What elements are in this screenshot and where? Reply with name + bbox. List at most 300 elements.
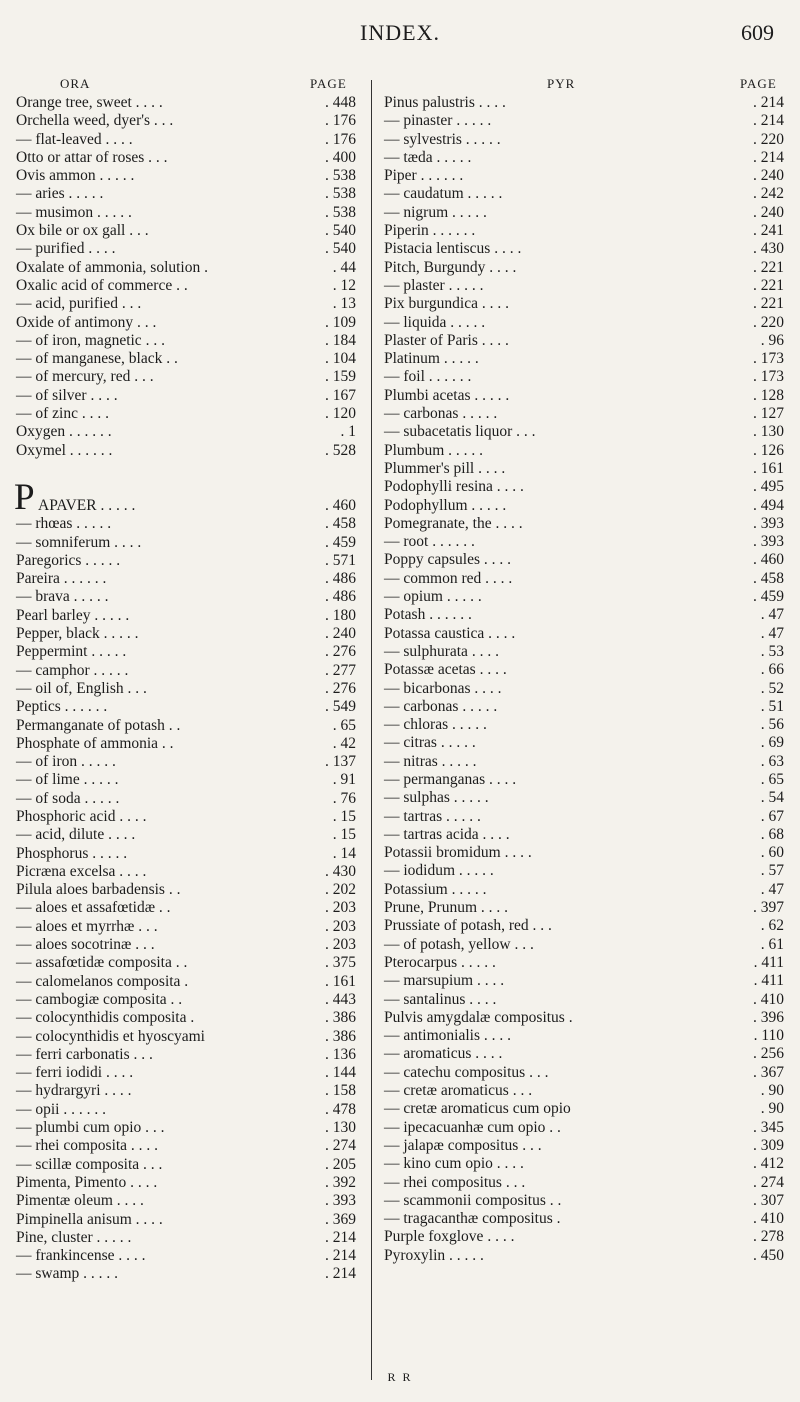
entry-term: — subacetatis liquor . . . (384, 423, 536, 441)
entry-page-number: . 397 (753, 899, 784, 917)
entry-term: Orchella weed, dyer's . . . (16, 112, 174, 130)
entry-term: — common red . . . . (384, 569, 513, 587)
index-entry (16, 94, 356, 112)
index-entry (16, 259, 356, 277)
left-column (16, 94, 356, 1284)
index-entry (16, 534, 356, 552)
entry-term: Ox bile or ox gall . . . (16, 222, 149, 240)
entry-page-number: . 393 (753, 514, 784, 532)
index-entry (16, 1229, 356, 1247)
index-entry (384, 716, 784, 734)
entry-term: — tartras . . . . . (384, 807, 481, 825)
index-entry (384, 753, 784, 771)
index-entry (16, 845, 356, 863)
entry-page-number: . 47 (760, 880, 784, 898)
index-entry (16, 222, 356, 240)
entry-page-number: . 393 (325, 1192, 356, 1210)
index-entry (384, 1192, 784, 1210)
drop-cap-letter: P (14, 476, 35, 518)
entry-page-number: . 460 (753, 551, 784, 569)
entry-page-number: . 120 (325, 405, 356, 423)
entry-term: Paregorics . . . . . (16, 551, 121, 569)
index-entry (16, 314, 356, 332)
entry-page-number: . 60 (760, 844, 784, 862)
index-entry (16, 1247, 356, 1265)
entry-term: Oxide of antimony . . . (16, 313, 157, 331)
entry-page-number: . 412 (753, 1155, 784, 1173)
index-entry (384, 698, 784, 716)
right-column-label: PYR (547, 76, 576, 91)
entry-page-number: . 538 (325, 185, 356, 203)
entry-page-number: . 459 (753, 588, 784, 606)
index-entry (384, 478, 784, 496)
entry-term: — aries . . . . . (16, 185, 104, 203)
entry-page-number: . 52 (760, 679, 784, 697)
entry-term: — chloras . . . . . (384, 716, 487, 734)
entry-term: Plumbi acetas . . . . . (384, 386, 510, 404)
entry-page-number: . 1 (340, 423, 356, 441)
entry-term: — camphor . . . . . (16, 661, 129, 679)
entry-page-number: . 15 (332, 826, 356, 844)
entry-page-number: . 63 (760, 752, 784, 770)
index-entry (384, 533, 784, 551)
index-entry (16, 625, 356, 643)
entry-term: Ovis ammon . . . . . (16, 167, 135, 185)
entry-term: — sulphas . . . . . (384, 789, 489, 807)
index-entry (384, 314, 784, 332)
index-entry (384, 222, 784, 240)
entry-page-number: . 51 (760, 697, 784, 715)
entry-page-number: . 528 (325, 441, 356, 459)
index-entry (16, 1082, 356, 1100)
index-entry (384, 295, 784, 313)
page-number: 609 (741, 20, 774, 45)
entry-page-number: . 180 (325, 606, 356, 624)
entry-page-number: . 411 (753, 972, 784, 990)
entry-page-number: . 68 (760, 825, 784, 843)
entry-term: Potassium . . . . . (384, 880, 487, 898)
entry-term: — opium . . . . . (384, 588, 482, 606)
entry-page-number: . 274 (753, 1173, 784, 1191)
entry-page-number: . 53 (760, 642, 784, 660)
entry-term: Pterocarpus . . . . . (384, 953, 496, 971)
entry-page-number: . 240 (325, 625, 356, 643)
entry-term: — pinaster . . . . . (384, 112, 492, 130)
index-entry (384, 936, 784, 954)
entry-term: — sylvestris . . . . . (384, 130, 501, 148)
index-entry (16, 698, 356, 716)
index-entry (384, 1119, 784, 1137)
entry-term: — aloes et assafœtidæ . . (16, 899, 171, 917)
entry-page-number: . 173 (753, 350, 784, 368)
entry-page-number: . 96 (760, 331, 784, 349)
entry-page-number: . 276 (325, 643, 356, 661)
index-entry (16, 899, 356, 917)
entry-page-number: . 540 (325, 240, 356, 258)
entry-page-number: . 540 (325, 222, 356, 240)
index-entry (384, 94, 784, 112)
entry-term: — of iron, magnetic . . . (16, 331, 165, 349)
index-entry (384, 771, 784, 789)
entry-term: — plumbi cum opio . . . (16, 1119, 165, 1137)
entry-term: — of soda . . . . . (16, 789, 120, 807)
entry-term: — colocynthidis et hyoscyami (16, 1027, 205, 1045)
entry-page-number: . 410 (753, 990, 784, 1008)
entry-page-number: . 220 (753, 313, 784, 331)
entry-page-number: . 67 (760, 807, 784, 825)
entry-term: Pimenta, Pimento . . . . (16, 1173, 158, 1191)
entry-term: Prussiate of potash, red . . . (384, 917, 552, 935)
entry-page-number: . 307 (753, 1191, 784, 1209)
index-entry (384, 606, 784, 624)
entry-term: — aloes et myrrhæ . . . (16, 917, 158, 935)
index-entry (16, 607, 356, 625)
entry-page-number: . 443 (325, 990, 356, 1008)
entry-term: — of potash, yellow . . . (384, 935, 534, 953)
entry-page-number: . 42 (332, 734, 356, 752)
index-entry (384, 1228, 784, 1246)
entry-page-number: . 276 (325, 679, 356, 697)
index-entry (384, 680, 784, 698)
index-entry (384, 497, 784, 515)
index-entry (384, 643, 784, 661)
index-entry (16, 717, 356, 735)
entry-term: — carbonas . . . . . (384, 405, 498, 423)
entry-page-number: . 309 (753, 1136, 784, 1154)
entry-term: — tæda . . . . . (384, 148, 472, 166)
entry-term: — foil . . . . . . (384, 368, 472, 386)
entry-term: — hydrargyri . . . . (16, 1082, 132, 1100)
entry-term: — santalinus . . . . (384, 990, 497, 1008)
entry-page-number: . 494 (753, 496, 784, 514)
entry-page-number: . 495 (753, 478, 784, 496)
entry-term: Podophylli resina . . . . (384, 478, 524, 496)
entry-page-number: . 410 (753, 1210, 784, 1228)
entry-page-number: . 274 (325, 1137, 356, 1155)
entry-term: — flat-leaved . . . . (16, 130, 133, 148)
entry-term: Pyroxylin . . . . . (384, 1246, 484, 1264)
index-entry (384, 551, 784, 569)
index-entry (16, 753, 356, 771)
entry-term: — kino cum opio . . . . (384, 1155, 524, 1173)
entry-term: Pulvis amygdalæ compositus . (384, 1008, 573, 1026)
entry-page-number: . 61 (760, 935, 784, 953)
entry-page-number: . 214 (325, 1247, 356, 1265)
index-entry (384, 1082, 784, 1100)
entry-term: Pix burgundica . . . . (384, 295, 509, 313)
entry-page-number: . 460 (325, 496, 356, 514)
index-entry (384, 515, 784, 533)
entry-page-number: . 277 (325, 661, 356, 679)
index-entry (384, 112, 784, 130)
entry-page-number: . 90 (760, 1082, 784, 1100)
entry-term: Piper . . . . . . (384, 167, 464, 185)
entry-page-number: . 430 (325, 862, 356, 880)
index-entry (384, 917, 784, 935)
index-entry (384, 570, 784, 588)
entry-page-number: . 214 (325, 1228, 356, 1246)
entry-term: — calomelanos composita . (16, 972, 189, 990)
index-entry (16, 387, 356, 405)
index-entry (384, 661, 784, 679)
index-entry (16, 131, 356, 149)
entry-page-number: . 400 (325, 148, 356, 166)
entry-page-number: . 203 (325, 917, 356, 935)
entry-term: — sulphurata . . . . (384, 642, 499, 660)
entry-page-number: . 386 (325, 1027, 356, 1045)
entry-term: — of manganese, black . . (16, 350, 178, 368)
entry-term: — scillæ composita . . . (16, 1155, 163, 1173)
index-entry (16, 771, 356, 789)
left-column-label: ORA (60, 76, 91, 91)
entry-term: — oil of, English . . . (16, 679, 147, 697)
index-entry (16, 1064, 356, 1082)
entry-page-number: . 66 (760, 661, 784, 679)
index-entry (384, 844, 784, 862)
entry-page-number: . 44 (332, 258, 356, 276)
index-entry (384, 899, 784, 917)
entry-term: Potassa caustica . . . . (384, 624, 516, 642)
entry-page-number: . 486 (325, 570, 356, 588)
entry-term: — of zinc . . . . (16, 405, 109, 423)
entry-page-number: . 14 (332, 844, 356, 862)
entry-page-number: . 221 (753, 258, 784, 276)
entry-term: — rhei composita . . . . (16, 1137, 159, 1155)
entry-page-number: . 240 (753, 203, 784, 221)
entry-page-number: . 136 (325, 1045, 356, 1063)
entry-page-number: . 167 (325, 386, 356, 404)
entry-page-number: . 110 (753, 1027, 784, 1045)
entry-term: — nigrum . . . . . (384, 203, 487, 221)
entry-term: Pepper, black . . . . . (16, 625, 139, 643)
entry-page-number: . 450 (753, 1246, 784, 1264)
index-entry (384, 808, 784, 826)
index-entry (384, 185, 784, 203)
entry-page-number: . 486 (325, 588, 356, 606)
entry-term: — rhei compositus . . . (384, 1173, 526, 1191)
index-entry (384, 1210, 784, 1228)
signature-mark: R R (387, 1370, 413, 1384)
entry-page-number: . 458 (325, 515, 356, 533)
entry-page-number: . 65 (760, 770, 784, 788)
index-entry (16, 405, 356, 423)
entry-term: Pinus palustris . . . . (384, 94, 506, 111)
index-entry (16, 735, 356, 753)
index-entry (384, 259, 784, 277)
entry-page-number: . 176 (325, 130, 356, 148)
index-entry (384, 368, 784, 386)
entry-term: — cretæ aromaticus . . . (384, 1082, 533, 1100)
entry-term: — of lime . . . . . (16, 771, 119, 789)
index-entry (16, 643, 356, 661)
entry-term: — acid, dilute . . . . (16, 826, 136, 844)
entry-page-number: . 109 (325, 313, 356, 331)
index-entry (16, 442, 356, 460)
index-entry (384, 588, 784, 606)
entry-term: Pimpinella anisum . . . . (16, 1210, 163, 1228)
entry-page-number: . 202 (325, 881, 356, 899)
entry-term: — carbonas . . . . . (384, 697, 498, 715)
entry-term: Platinum . . . . . (384, 350, 479, 368)
entry-term: Pitch, Burgundy . . . . (384, 258, 517, 276)
index-entry (16, 790, 356, 808)
entry-page-number: . 54 (760, 789, 784, 807)
entry-term: Plummer's pill . . . . (384, 459, 506, 477)
index-entry (384, 405, 784, 423)
entry-term: Oxygen . . . . . . (16, 423, 112, 441)
entry-term: Phosphorus . . . . . (16, 844, 128, 862)
entry-term: — musimon . . . . . (16, 203, 132, 221)
entry-term: Peppermint . . . . . (16, 643, 127, 661)
page-header (0, 20, 800, 50)
index-entry (384, 204, 784, 222)
entry-page-number: . 161 (753, 459, 784, 477)
entry-page-number: . 345 (753, 1118, 784, 1136)
entry-term: — antimonialis . . . . (384, 1027, 512, 1045)
entry-page-number: . 127 (753, 405, 784, 423)
entry-term: — aloes socotrinæ . . . (16, 936, 155, 954)
entry-term: — marsupium . . . . (384, 972, 505, 990)
entry-page-number: . 144 (325, 1064, 356, 1082)
index-entry (384, 1100, 784, 1118)
entry-page-number: . 56 (760, 716, 784, 734)
index-entry (16, 185, 356, 203)
entry-page-number: . 176 (325, 112, 356, 130)
entry-page-number: . 241 (753, 222, 784, 240)
index-entry (16, 1101, 356, 1119)
entry-page-number: . 538 (325, 203, 356, 221)
index-entry (384, 350, 784, 368)
entry-term: — root . . . . . . (384, 533, 475, 551)
index-entry (384, 460, 784, 478)
index-entry (384, 1064, 784, 1082)
entry-term: P APAVER . . . . . (14, 476, 136, 518)
index-entry (16, 112, 356, 130)
index-entry (16, 277, 356, 295)
entry-term: Potassii bromidum . . . . (384, 844, 532, 862)
right-column (384, 94, 784, 1265)
entry-term: — cambogiæ composita . . (16, 990, 183, 1008)
entry-term: — rhœas . . . . . (16, 515, 112, 533)
index-entry (16, 1137, 356, 1155)
entry-page-number: . 128 (753, 386, 784, 404)
index-entry (16, 991, 356, 1009)
entry-term: — of silver . . . . (16, 386, 118, 404)
index-entry (16, 1119, 356, 1137)
entry-page-number: . 57 (760, 862, 784, 880)
entry-term: Pomegranate, the . . . . (384, 514, 523, 532)
entry-page-number: . 459 (325, 533, 356, 551)
index-entry (16, 918, 356, 936)
entry-term: — purified . . . . (16, 240, 116, 258)
entry-page-number: . 47 (760, 624, 784, 642)
entry-term: — nitras . . . . . (384, 752, 477, 770)
entry-term: Picræna excelsa . . . . (16, 862, 147, 880)
index-entry (16, 350, 356, 368)
entry-page-number: . 69 (760, 734, 784, 752)
index-entry (16, 954, 356, 972)
index-entry (384, 972, 784, 990)
entry-page-number: . 203 (325, 899, 356, 917)
entry-page-number: . 130 (753, 423, 784, 441)
entry-term: Plumbum . . . . . (384, 441, 484, 459)
index-entry (16, 1174, 356, 1192)
entry-page-number: . 90 (760, 1100, 784, 1118)
index-entry (384, 881, 784, 899)
entry-term: Piperin . . . . . . (384, 222, 476, 240)
entry-page-number: . 130 (325, 1119, 356, 1137)
entry-term: Permanganate of potash . . (16, 716, 181, 734)
index-entry (16, 1265, 356, 1283)
index-entry (384, 442, 784, 460)
entry-page-number: . 47 (760, 606, 784, 624)
entry-term: — colocynthidis composita . (16, 1009, 195, 1027)
entry-term: Pimentæ oleum . . . . (16, 1192, 144, 1210)
index-entry (384, 862, 784, 880)
entry-page-number: . 478 (325, 1100, 356, 1118)
entry-page-number: . 220 (753, 130, 784, 148)
entry-page-number: . 214 (325, 1265, 356, 1283)
entry-page-number: . 396 (753, 1008, 784, 1026)
entry-page-number: . 158 (325, 1082, 356, 1100)
entry-term: Phosphoric acid . . . . (16, 807, 147, 825)
index-entry (384, 625, 784, 643)
entry-page-number: . 91 (332, 771, 356, 789)
entry-term: Plaster of Paris . . . . (384, 331, 509, 349)
entry-term: — frankincense . . . . (16, 1247, 146, 1265)
index-entry (16, 368, 356, 386)
entry-page-number: . 65 (332, 716, 356, 734)
entry-page-number: . 214 (753, 94, 784, 111)
entry-term: — brava . . . . . (16, 588, 109, 606)
entry-page-number: . 137 (325, 753, 356, 771)
entry-term: Oxalic acid of commerce . . (16, 276, 188, 294)
index-entry (384, 1247, 784, 1265)
entry-term: Pareira . . . . . . (16, 570, 107, 588)
entry-page-number: . 221 (753, 276, 784, 294)
entry-page-number: . 458 (753, 569, 784, 587)
left-page-label: PAGE (310, 76, 347, 91)
index-entry (16, 332, 356, 350)
entry-page-number: . 367 (753, 1063, 784, 1081)
index-entry (16, 588, 356, 606)
entry-term: — aromaticus . . . . (384, 1045, 503, 1063)
entry-term: — permanganas . . . . (384, 770, 517, 788)
index-entry (384, 1045, 784, 1063)
index-entry (16, 936, 356, 954)
entry-term: — citras . . . . . (384, 734, 476, 752)
entry-page-number: . 76 (332, 789, 356, 807)
index-entry (16, 1156, 356, 1174)
index-entry (384, 954, 784, 972)
entry-page-number: . 240 (753, 167, 784, 185)
entry-page-number: . 205 (325, 1155, 356, 1173)
entry-page-number: . 392 (325, 1173, 356, 1191)
entry-term: — plaster . . . . . (384, 276, 484, 294)
index-entry (16, 1009, 356, 1027)
entry-page-number: . 242 (753, 185, 784, 203)
entry-page-number: . 13 (332, 295, 356, 313)
column-divider (371, 80, 372, 1380)
index-entry (384, 149, 784, 167)
entry-page-number: . 448 (325, 94, 356, 111)
index-entry (16, 881, 356, 899)
index-entry (384, 167, 784, 185)
index-entry (384, 1009, 784, 1027)
entry-term: — ferri iodidi . . . . (16, 1064, 134, 1082)
entry-term: Poppy capsules . . . . (384, 551, 512, 569)
entry-term: Podophyllum . . . . . (384, 496, 507, 514)
